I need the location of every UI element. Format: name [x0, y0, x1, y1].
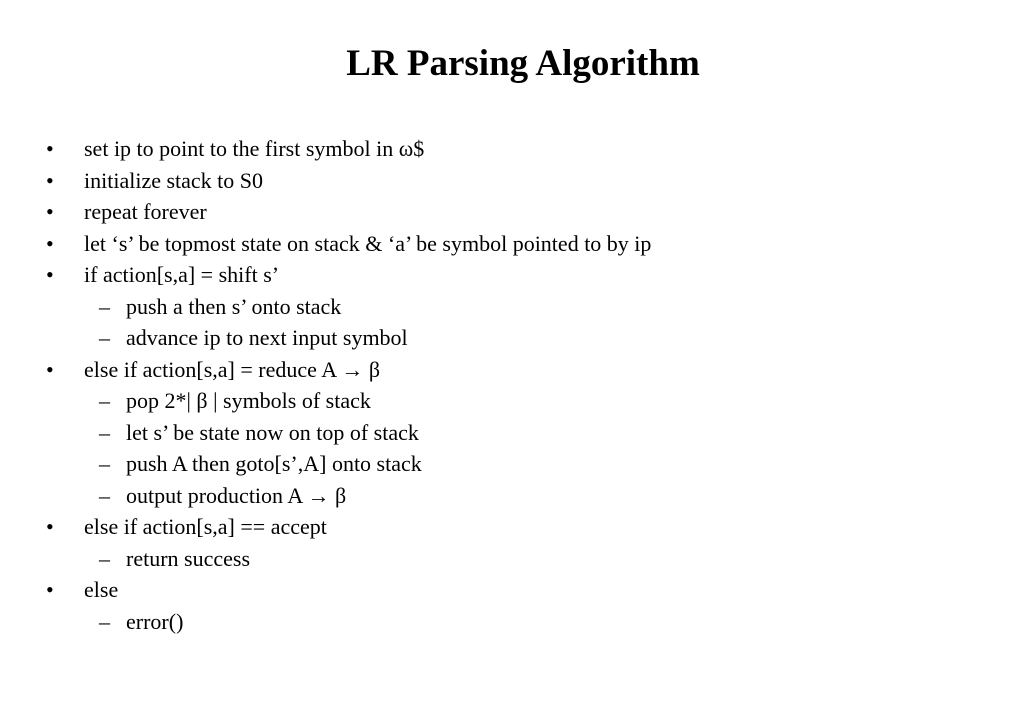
dash-marker: – — [99, 545, 110, 571]
list-item-text: repeat forever — [84, 199, 207, 224]
dash-marker: – — [99, 451, 110, 476]
list-item — [0, 354, 1000, 386]
sub-list-item — [0, 322, 1000, 354]
sub-list-item — [0, 385, 1000, 417]
list-item-text: if action[s,a] = shift s’ — [84, 262, 280, 287]
dash-marker: – — [99, 293, 110, 319]
list-item — [0, 165, 1000, 197]
dash-marker: – — [99, 325, 110, 350]
bullet-marker: • — [46, 577, 54, 602]
sub-list-item — [0, 417, 1000, 449]
bullet-marker: • — [46, 230, 54, 256]
sub-list-item — [0, 291, 1000, 323]
sub-list-item-text: return success — [126, 545, 251, 571]
list-item — [0, 196, 1000, 228]
list-item-text: else — [84, 577, 119, 602]
algorithm-list — [0, 133, 1000, 637]
bullet-marker: • — [46, 136, 54, 161]
sub-list-item-text: let s’ be state now on top of stack — [126, 419, 419, 445]
list-item — [0, 511, 1000, 543]
sub-list-item-text: error() — [126, 608, 184, 634]
list-item — [0, 259, 1000, 291]
dash-marker: – — [99, 388, 110, 413]
list-item — [0, 228, 1000, 260]
bullet-marker: • — [46, 262, 54, 287]
bullet-marker: • — [46, 356, 54, 382]
dash-marker: – — [99, 608, 110, 634]
slide-title: LR Parsing Algorithm — [346, 43, 700, 84]
sub-list-item-text: push a then s’ onto stack — [126, 293, 342, 319]
sub-list-item-text: output production A → β — [126, 482, 347, 508]
bullet-marker: • — [46, 167, 54, 193]
dash-marker: – — [99, 482, 110, 508]
bullet-marker: • — [46, 199, 54, 224]
list-item-text: let ‘s’ be topmost state on stack & ‘a’ be symbol pointed to by ip — [84, 230, 652, 256]
list-item — [0, 574, 1000, 606]
sub-list-item — [0, 480, 1000, 512]
list-item — [0, 133, 1000, 165]
sub-list-item-text: push A then goto[s’,A] onto stack — [126, 451, 422, 476]
bullet-marker: • — [46, 514, 54, 539]
sub-list-item — [0, 543, 1000, 575]
sub-list-item-text: pop 2*| β | symbols of stack — [126, 388, 371, 413]
list-item-text: set ip to point to the first symbol in ω$ — [84, 136, 425, 161]
list-item-text: initialize stack to S0 — [84, 167, 264, 193]
list-item-text: else if action[s,a] == accept — [84, 514, 327, 539]
dash-marker: – — [99, 419, 110, 445]
sub-list-item — [0, 448, 1000, 480]
sub-list-item-text: advance ip to next input symbol — [126, 325, 408, 350]
sub-list-item — [0, 606, 1000, 638]
list-item-text: else if action[s,a] = reduce A → β — [84, 356, 381, 382]
